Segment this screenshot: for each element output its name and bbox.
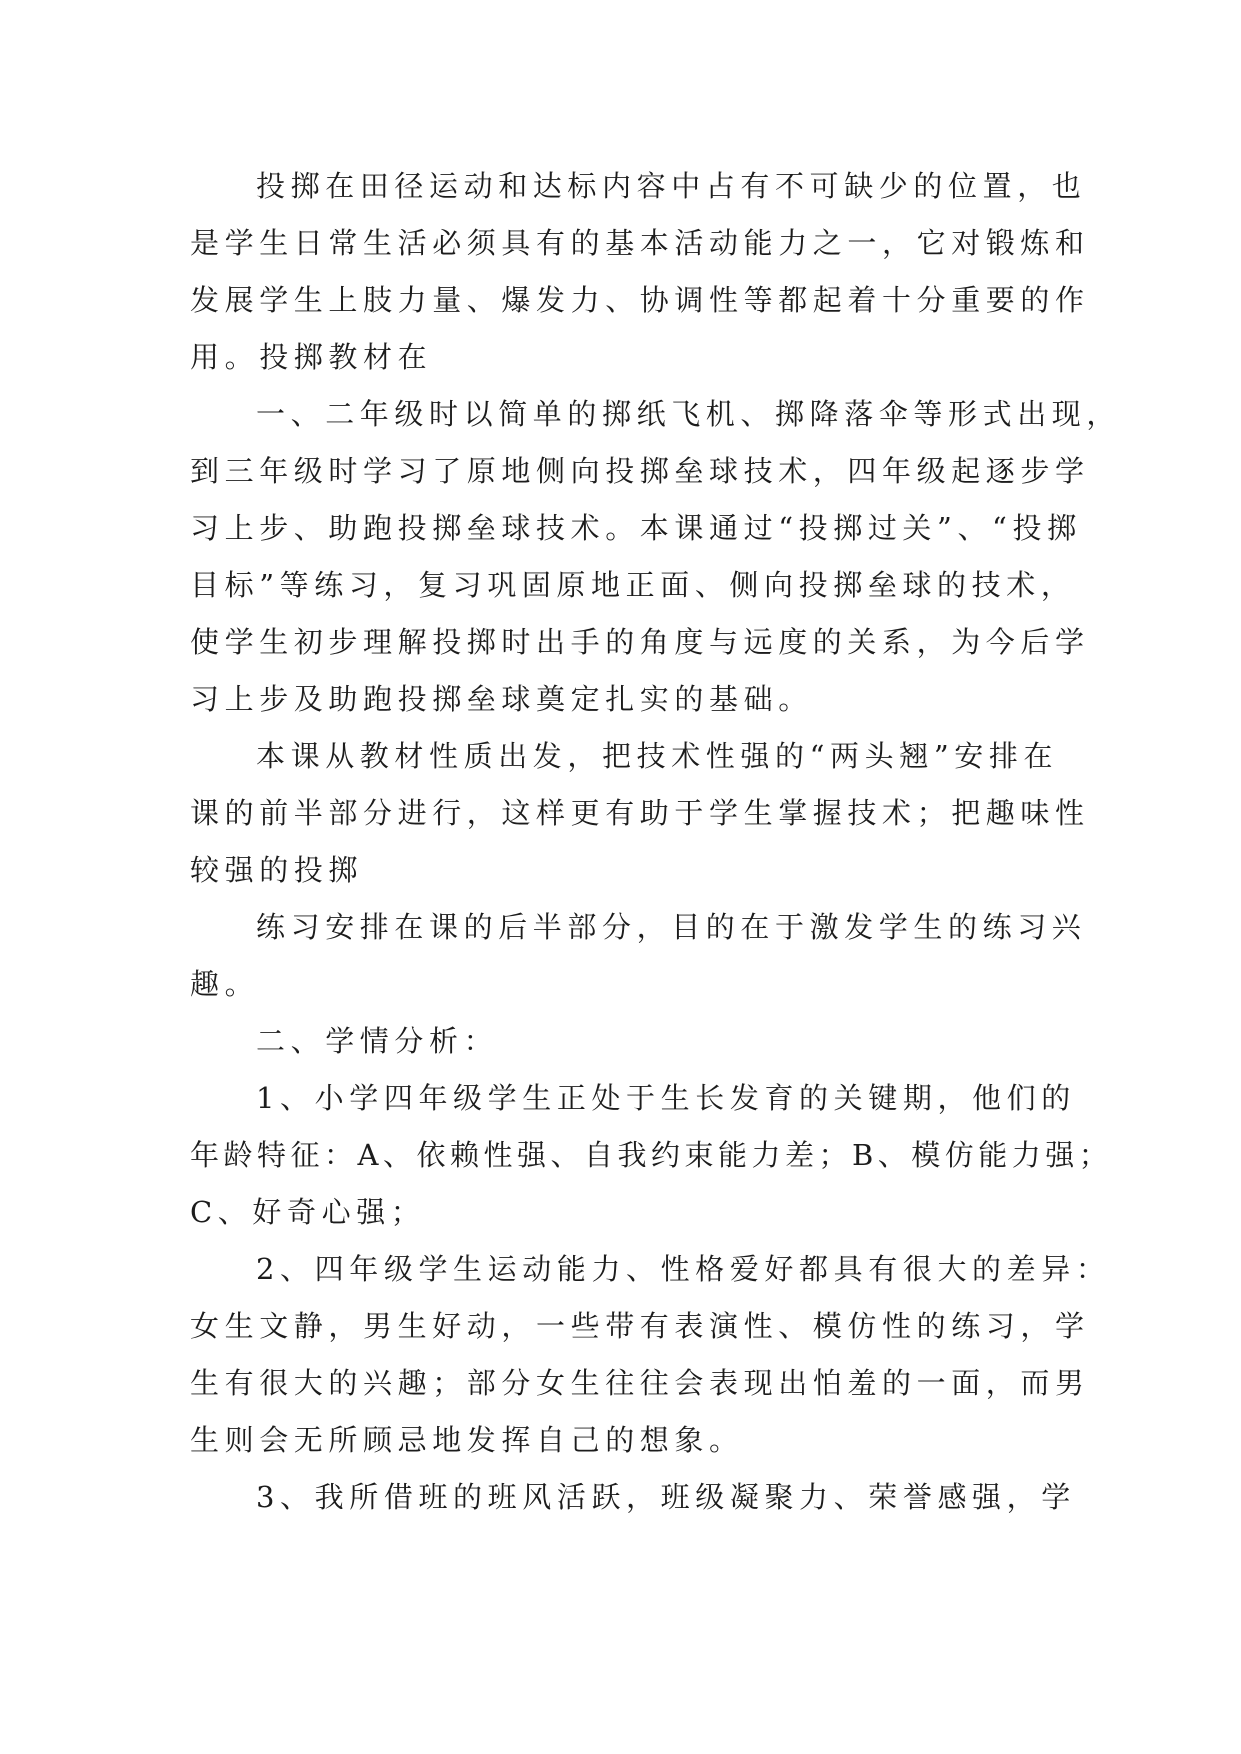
section-heading: 二、学情分析： — [256, 1024, 499, 1058]
text-line: 趣。 — [190, 967, 260, 1001]
text-line: 年龄特征：A、依赖性强、自我约束能力差；B、模仿能力强； — [190, 1138, 1113, 1172]
text-line: 使学生初步理解投掷时出手的角度与远度的关系，为今后学 — [190, 625, 1090, 659]
text-line: 生有很大的兴趣；部分女生往往会表现出怕羞的一面，而男 — [190, 1366, 1090, 1400]
text-line: 习上步及助跑投掷垒球奠定扎实的基础。 — [190, 682, 813, 716]
text-line: 生则会无所顾忌地发挥自己的想象。 — [190, 1423, 744, 1457]
text-line: 本课从教材性质出发，把技术性强的“两头翘”安排在 — [256, 739, 1059, 773]
text-line: 投掷在田径运动和达标内容中占有不可缺少的位置，也 — [256, 169, 1087, 203]
text-line: 用。投掷教材在 — [190, 340, 433, 374]
text-line: 目标”等练习，复习巩固原地正面、侧向投掷垒球的技术， — [190, 568, 1076, 602]
text-line: 是学生日常生活必须具有的基本活动能力之一，它对锻炼和 — [190, 226, 1090, 260]
text-line: 3、我所借班的班风活跃，班级凝聚力、荣誉感强，学 — [256, 1480, 1076, 1514]
text-line: 女生文静，男生好动，一些带有表演性、模仿性的练习，学 — [190, 1309, 1090, 1343]
text-line: 发展学生上肢力量、爆发力、协调性等都起着十分重要的作 — [190, 283, 1090, 317]
text-line: 一、二年级时以简单的掷纸飞机、掷降落伞等形式出现， — [256, 397, 1122, 431]
text-line: 2、四年级学生运动能力、性格爱好都具有很大的差异： — [256, 1252, 1111, 1286]
text-line: 较强的投掷 — [190, 853, 364, 887]
text-line: 到三年级时学习了原地侧向投掷垒球技术，四年级起逐步学 — [190, 454, 1090, 488]
text-line: 1、小学四年级学生正处于生长发育的关键期，他们的 — [256, 1081, 1076, 1115]
text-line: 习上步、助跑投掷垒球技术。本课通过“投掷过关”、“投掷 — [190, 511, 1082, 545]
text-line: 课的前半部分进行，这样更有助于学生掌握技术；把趣味性 — [190, 796, 1090, 830]
text-line: 练习安排在课的后半部分，目的在于激发学生的练习兴 — [256, 910, 1087, 944]
text-line: C、好奇心强； — [190, 1195, 426, 1229]
